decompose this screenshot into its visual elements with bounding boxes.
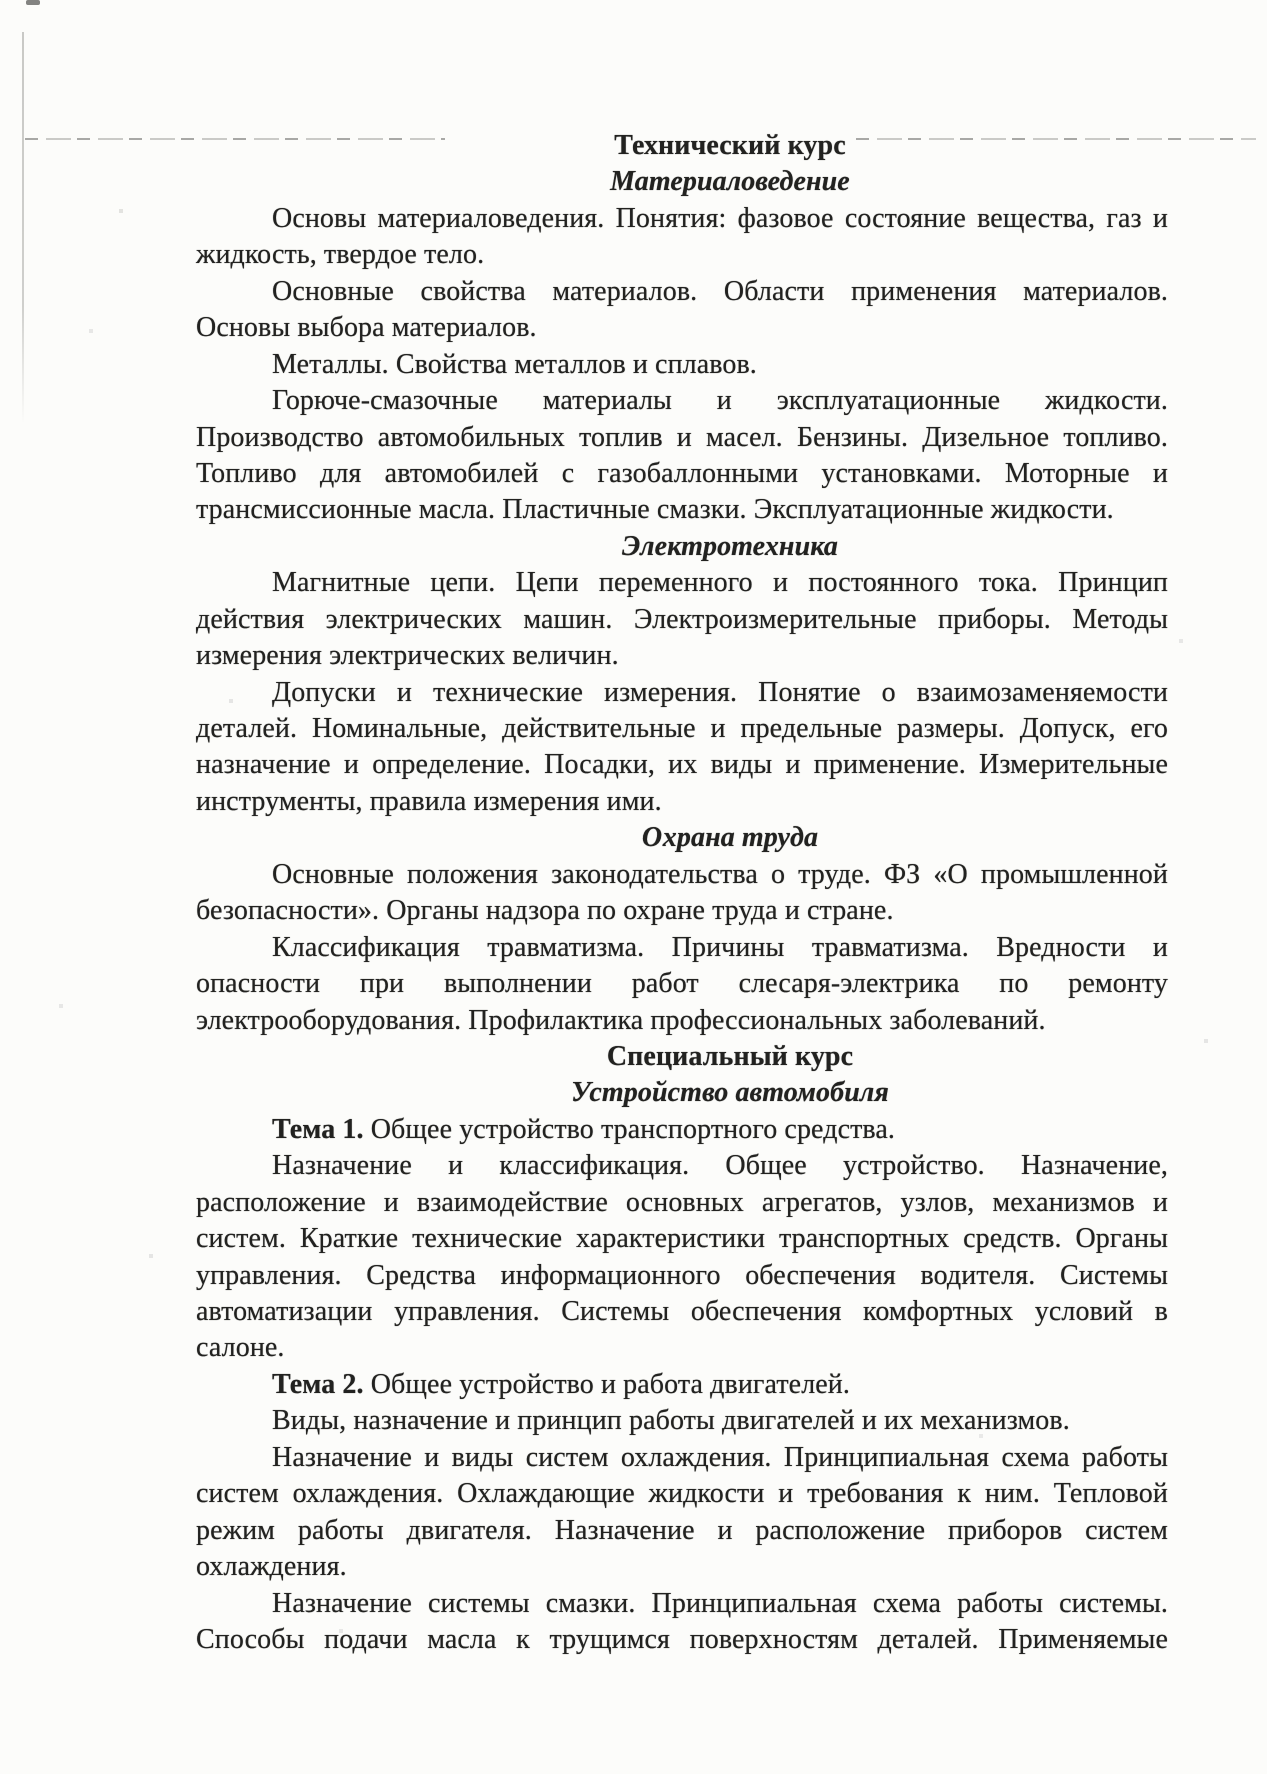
text-line: Металлы. Свойства металлов и сплавов. xyxy=(272,348,757,380)
scan-corner-mark xyxy=(26,0,40,5)
course-heading: Специальный курс xyxy=(606,1040,854,1072)
text-line xyxy=(196,1367,1168,1403)
topic-label: Тема 2. xyxy=(272,1368,364,1400)
paragraph xyxy=(196,347,1168,383)
text-line: Горюче-смазочные материалы и эксплуатационные жидкости. xyxy=(272,385,1168,417)
paragraph xyxy=(196,1112,1168,1148)
paragraph xyxy=(196,1367,1168,1403)
paragraph xyxy=(196,857,1168,930)
paragraph xyxy=(196,930,1168,1039)
text-line: Производство автомобильных топлив и масел. Бензины. Дизельное топливо. xyxy=(196,421,1168,453)
document-text xyxy=(196,128,1168,1658)
subject-heading: Материаловедение xyxy=(610,166,850,198)
topic-text: Общее устройство и работа двигателей. xyxy=(363,1368,850,1400)
text-line: жидкость, твердое тело. xyxy=(196,239,485,271)
text-line: Назначение и классификация. Общее устройство. Назначение, xyxy=(272,1150,1168,1182)
text-line: Классификация травматизма. Причины травматизма. Вредности и xyxy=(272,931,1168,963)
paragraph xyxy=(196,201,1168,274)
text-line: Способы подачи масла к трущимся поверхностям деталей. Применяемые xyxy=(196,1623,1168,1655)
text-line: расположение и взаимодействие основных агрегатов, узлов, механизмов и xyxy=(196,1186,1168,1218)
text-line: Топливо для автомобилей с газобаллонными установками. Моторные и xyxy=(196,457,1168,489)
text-line: систем охлаждения. Охлаждающие жидкости и требования к ним. Тепловой xyxy=(196,1478,1168,1510)
text-line: систем. Краткие технические характеристики транспортных средств. Органы xyxy=(196,1223,1168,1255)
paragraph xyxy=(196,1148,1168,1367)
topic-text: Общее устройство транспортного средства. xyxy=(363,1113,896,1145)
paragraph xyxy=(196,675,1168,821)
text-line: режим работы двигателя. Назначение и расположение приборов систем xyxy=(196,1514,1168,1546)
text-line: измерения электрических величин. xyxy=(196,640,619,672)
text-line: инструменты, правила измерения ими. xyxy=(196,785,662,817)
subject-heading: Охрана труда xyxy=(641,822,819,854)
text-line: управления. Средства информационного обеспечения водителя. Системы xyxy=(196,1259,1168,1291)
text-line: назначение и определение. Посадки, их виды и применение. Измерительные xyxy=(196,749,1168,781)
text-line: автоматизации управления. Системы обеспечения комфортных условий в xyxy=(196,1296,1168,1327)
subject-heading: Устройство автомобиля xyxy=(571,1077,889,1109)
text-line: охлаждения. xyxy=(196,1551,347,1583)
topic-label: Тема 1. xyxy=(272,1113,364,1145)
text-line: Назначение и виды систем охлаждения. Принципиальная схема работы xyxy=(272,1441,1168,1473)
text-line: трансмиссионные масла. Пластичные смазки. Эксплуатационные жидкости. xyxy=(196,494,1114,526)
text-line: Виды, назначение и принцип работы двигателей и их механизмов. xyxy=(272,1405,1070,1437)
text-line: Допуски и технические измерения. Понятие о взаимозаменяемости xyxy=(272,676,1168,708)
text-line: Основы материаловедения. Понятия: фазовое состояние вещества, газ и xyxy=(272,202,1168,234)
text-line: безопасности». Органы надзора по охране труда и стране. xyxy=(196,895,894,927)
text-line: опасности при выполнении работ слесаря-электрика по ремонту xyxy=(196,968,1168,1000)
text-line: Основы выбора материалов. xyxy=(196,312,537,344)
text-line: электрооборудования. Профилактика профессиональных заболеваний. xyxy=(196,1004,1046,1036)
text-line: деталей. Номинальные, действительные и предельные размеры. Допуск, его xyxy=(196,713,1168,744)
text-line: Магнитные цепи. Цепи переменного и постоянного тока. Принцип xyxy=(272,567,1168,599)
scan-edge-line xyxy=(22,32,24,424)
paragraph xyxy=(196,1403,1168,1439)
paragraph xyxy=(196,1440,1168,1586)
text-line: действия электрических машин. Электроизмерительные приборы. Методы xyxy=(196,603,1168,635)
text-line: Назначение системы смазки. Принципиальная схема работы системы. xyxy=(272,1587,1168,1619)
paper-speckles xyxy=(0,0,2,2)
subject-heading: Электротехника xyxy=(622,530,838,562)
paragraph xyxy=(196,274,1168,347)
text-line: Основные свойства материалов. Области применения материалов. xyxy=(272,275,1168,307)
course-heading: Технический курс xyxy=(614,130,846,161)
paragraph xyxy=(196,565,1168,674)
paragraph xyxy=(196,383,1168,529)
text-line: салоне. xyxy=(196,1332,285,1364)
text-line: Основные положения законодательства о труде. ФЗ «О промышленной xyxy=(272,858,1168,890)
paragraph xyxy=(196,1586,1168,1659)
text-line xyxy=(196,1112,1168,1148)
